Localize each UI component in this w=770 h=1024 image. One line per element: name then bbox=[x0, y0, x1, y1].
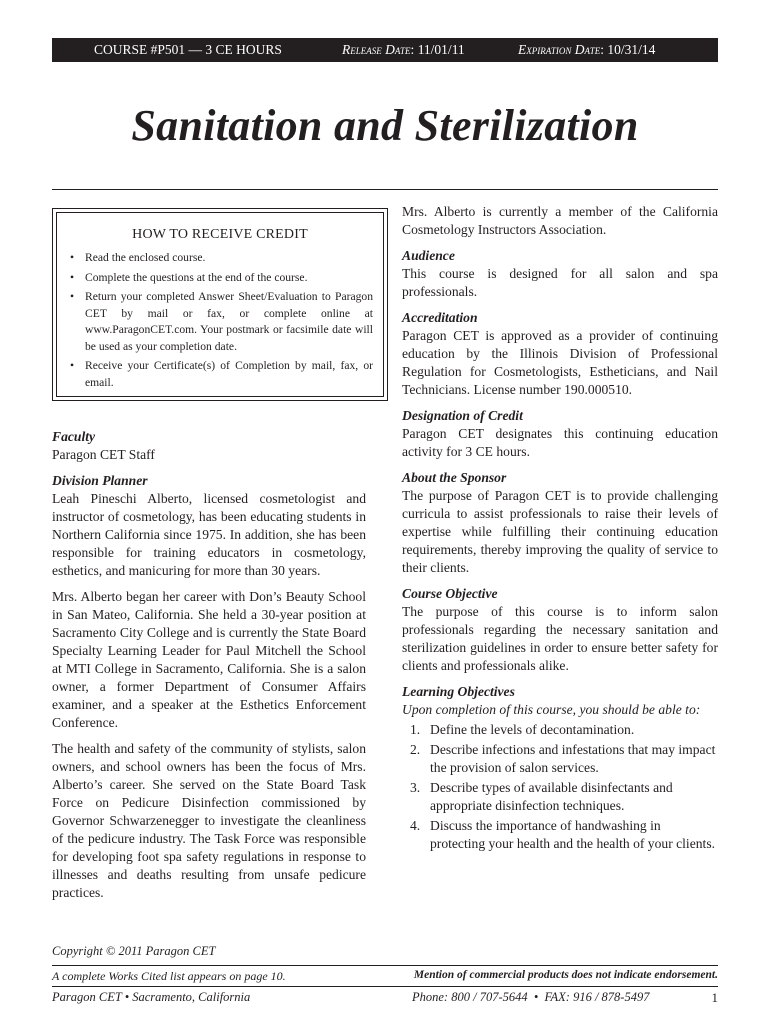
objective-text: Discuss the importance of handwashing in protecting your health and the health of your clients. bbox=[430, 818, 716, 851]
page-title: Sanitation and Sterilization bbox=[131, 101, 639, 150]
planner-career-paragraph: Mrs. Alberto began her career with Don’s Beauty School in San Mateo, California. She held a 30-year position at Sacramento City College and is currently the State Board Specialty Learning Leader for Paul Mitchell the School at MTI College in Sacramento, California. She is a salon owner, a former Department of Consumer Affairs examiner, and a speaker at the Esthetics Enforcement Conference. bbox=[52, 589, 366, 730]
designation-text: Paragon CET designates this continuing education activity for 3 CE hours. bbox=[402, 426, 718, 459]
planner-membership-text: Mrs. Alberto is currently a member of the California Cosmetology Instructors Association. bbox=[402, 204, 718, 237]
release-date-value: 11/01/11 bbox=[417, 42, 465, 57]
release-date-label: Release Date bbox=[342, 42, 411, 57]
sponsor-heading: About the Sponsor bbox=[402, 470, 507, 485]
credit-step: • Return your completed Answer Sheet/Evaluation to Paragon CET by mail or fax, or complete online at www.ParagonCET.com. Your postmark or facsimile date will be used as your completion date. bbox=[67, 289, 373, 355]
learning-objective-item bbox=[402, 721, 718, 739]
accreditation-text: Paragon CET is approved as a provider of continuing education by the Illinois Division of Professional Regulation for Cosmetologists, Estheticians, and Nail Technicians. License number 190.000510. bbox=[402, 328, 718, 397]
course-number: COURSE #P501 — 3 CE HOURS bbox=[94, 42, 282, 57]
left-column bbox=[52, 428, 366, 902]
footer-location: Paragon CET • Sacramento, California bbox=[52, 990, 251, 1004]
credit-steps-list bbox=[67, 250, 373, 394]
footer-divider-bottom bbox=[52, 986, 718, 987]
expiration-date-value: 10/31/14 bbox=[607, 42, 656, 57]
footer-divider-top bbox=[52, 965, 718, 966]
planner-bio-paragraph: Leah Pineschi Alberto, licensed cosmetologist and instructor of cosmetology, has been educating students in Northern California since 1975. In addition, she has been responsible for training educators in cosmetology, esthetics, and manicuring for more than 30 years. bbox=[52, 491, 366, 578]
works-cited-note: A complete Works Cited list appears on page 10. bbox=[52, 969, 286, 983]
objective-text: Define the levels of decontamination. bbox=[430, 722, 635, 737]
objective-number: 4. bbox=[410, 818, 421, 833]
objective-number: 1. bbox=[410, 722, 421, 737]
faculty-text: Paragon CET Staff bbox=[52, 447, 155, 462]
expiration-date: Expiration Date: 10/31/14 bbox=[518, 42, 656, 57]
credit-instructions-box bbox=[52, 208, 388, 401]
objective-number: 2. bbox=[410, 742, 421, 757]
learning-objective-item bbox=[402, 779, 718, 815]
page-number: 1 bbox=[711, 990, 718, 1005]
footer-contact: Phone: 800 / 707-5644 • FAX: 916 / 878-5497 bbox=[412, 990, 650, 1004]
expiration-date-label: Expiration Date bbox=[518, 42, 601, 57]
credit-step: • Complete the questions at the end of the course. bbox=[67, 270, 373, 287]
learning-objectives-list bbox=[402, 721, 718, 853]
audience-text: This course is designed for all salon and spa professionals. bbox=[402, 266, 718, 299]
credit-step: • Receive your Certificate(s) of Completion by mail, fax, or email. bbox=[67, 358, 373, 391]
audience-heading: Audience bbox=[402, 248, 455, 263]
accreditation-heading: Accreditation bbox=[402, 310, 478, 325]
right-column bbox=[402, 203, 718, 853]
division-planner-heading: Division Planner bbox=[52, 473, 148, 488]
learning-objective-item bbox=[402, 741, 718, 777]
planner-focus-paragraph: The health and safety of the community of stylists, salon owners, and school owners has been the focus of Mrs. Alberto’s career. She served on the State Board Task Force on Pedicure Disinfection commissioned by Governor Schwarzenegger to investigate the cleanliness of the pedicure industry. The Task Force was responsible for developing foot spa safety regulations in response to illnesses and deaths resulting from unsafe pedicure practices. bbox=[52, 741, 366, 900]
course-objective-heading: Course Objective bbox=[402, 586, 498, 601]
designation-heading: Designation of Credit bbox=[402, 408, 523, 423]
credit-heading: HOW TO RECEIVE CREDIT bbox=[132, 227, 308, 242]
copyright-notice: Copyright © 2011 Paragon CET bbox=[52, 944, 216, 958]
endorsement-disclaimer: Mention of commercial products does not indicate endorsement. bbox=[413, 969, 718, 981]
learning-objectives-heading: Learning Objectives bbox=[402, 684, 515, 699]
credit-box-inner-border bbox=[56, 212, 384, 397]
objective-text: Describe types of available disinfectants and appropriate disinfection techniques. bbox=[430, 780, 673, 813]
faculty-heading: Faculty bbox=[52, 429, 96, 444]
title-divider bbox=[52, 189, 718, 190]
course-objective-text: The purpose of this course is to inform salon professionals regarding the necessary sanitation and sterilization guidelines in order to ensure better safety for clients and professionals alike. bbox=[402, 604, 718, 673]
learning-objectives-intro: Upon completion of this course, you should be able to: bbox=[402, 702, 701, 717]
objective-text: Describe infections and infestations that may impact the provision of salon services. bbox=[430, 742, 716, 775]
objective-number: 3. bbox=[410, 780, 421, 795]
credit-step: • Read the enclosed course. bbox=[67, 250, 373, 267]
sponsor-text: The purpose of Paragon CET is to provide challenging curricula to assist professionals to raise their levels of expertise while fulfilling their continuing education requirements, thereby improving the quality of service to their clients. bbox=[402, 488, 718, 575]
learning-objective-item bbox=[402, 817, 718, 853]
course-header-bar bbox=[52, 38, 718, 62]
release-date: Release Date: 11/01/11 bbox=[342, 42, 465, 57]
